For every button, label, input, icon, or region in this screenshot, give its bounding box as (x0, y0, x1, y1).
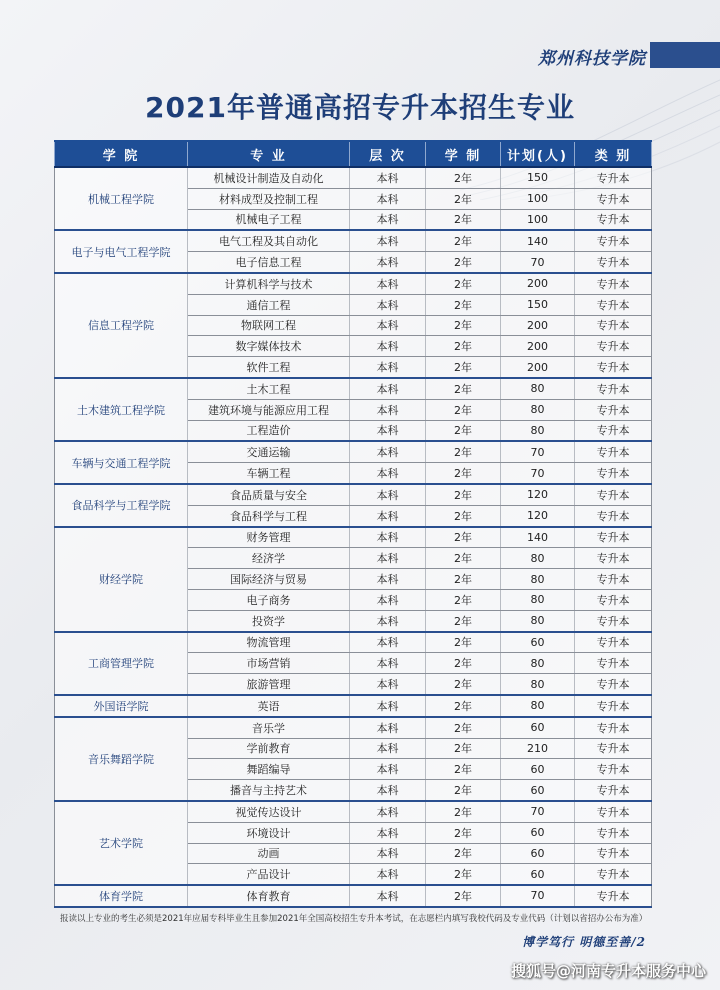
col-header-college: 学 院 (55, 141, 188, 167)
major-cell: 国际经济与贸易 (188, 569, 350, 590)
level-cell: 本科 (350, 336, 426, 357)
major-cell: 学前教育 (188, 738, 350, 759)
col-header-major: 专 业 (188, 141, 350, 167)
quota-cell: 70 (501, 252, 575, 273)
table-row (55, 695, 652, 717)
major-cell: 英语 (188, 695, 350, 717)
college-cell: 体育学院 (55, 885, 188, 907)
table-row (55, 527, 652, 548)
major-cell: 环境设计 (188, 822, 350, 843)
major-cell: 旅游管理 (188, 674, 350, 695)
level-cell: 本科 (350, 801, 426, 822)
duration-cell: 2年 (426, 780, 501, 801)
quota-cell: 100 (501, 188, 575, 209)
category-cell: 专升本 (575, 420, 652, 441)
category-cell: 专升本 (575, 653, 652, 674)
level-cell: 本科 (350, 780, 426, 801)
major-cell: 经济学 (188, 548, 350, 569)
quota-cell: 200 (501, 273, 575, 294)
quota-cell: 140 (501, 230, 575, 251)
major-cell: 产品设计 (188, 864, 350, 885)
duration-cell: 2年 (426, 610, 501, 631)
duration-cell: 2年 (426, 674, 501, 695)
duration-cell: 2年 (426, 695, 501, 717)
category-cell: 专升本 (575, 610, 652, 631)
level-cell: 本科 (350, 294, 426, 315)
category-cell: 专升本 (575, 780, 652, 801)
category-cell: 专升本 (575, 822, 652, 843)
category-cell: 专升本 (575, 230, 652, 251)
category-cell: 专升本 (575, 167, 652, 188)
college-cell: 电子与电气工程学院 (55, 230, 188, 273)
school-brand: 郑州科技学院 (538, 49, 646, 69)
level-cell: 本科 (350, 167, 426, 188)
watermark: 搜狐号@河南专升本服务中心 (510, 962, 706, 980)
duration-cell: 2年 (426, 357, 501, 378)
duration-cell: 2年 (426, 273, 501, 294)
duration-cell: 2年 (426, 822, 501, 843)
quota-cell: 200 (501, 336, 575, 357)
category-cell: 专升本 (575, 864, 652, 885)
quota-cell: 120 (501, 484, 575, 505)
duration-cell: 2年 (426, 885, 501, 907)
category-cell: 专升本 (575, 463, 652, 484)
category-cell: 专升本 (575, 378, 652, 399)
footnote: 报读以上专业的考生必须是2021年应届专科毕业生且参加2021年全国高校招生专升本考试，在志愿栏内填写我校代码及专业代码（计划以省招办公布为准） (60, 914, 648, 924)
category-cell: 专升本 (575, 589, 652, 610)
major-cell: 食品质量与安全 (188, 484, 350, 505)
category-cell: 专升本 (575, 674, 652, 695)
table-row (55, 378, 652, 399)
duration-cell: 2年 (426, 505, 501, 526)
category-cell: 专升本 (575, 399, 652, 420)
duration-cell: 2年 (426, 653, 501, 674)
col-header-quota: 计划(人) (501, 141, 575, 167)
major-cell: 动画 (188, 843, 350, 864)
col-header-duration: 学 制 (426, 141, 501, 167)
table-row (55, 717, 652, 738)
major-cell: 计算机科学与技术 (188, 273, 350, 294)
major-cell: 电子商务 (188, 589, 350, 610)
table-header-row (55, 141, 652, 167)
quota-cell: 70 (501, 885, 575, 907)
major-cell: 交通运输 (188, 441, 350, 462)
major-cell: 车辆工程 (188, 463, 350, 484)
duration-cell: 2年 (426, 738, 501, 759)
table-row (55, 885, 652, 907)
college-cell: 艺术学院 (55, 801, 188, 885)
category-cell: 专升本 (575, 527, 652, 548)
level-cell: 本科 (350, 695, 426, 717)
major-cell: 物流管理 (188, 632, 350, 653)
level-cell: 本科 (350, 527, 426, 548)
level-cell: 本科 (350, 378, 426, 399)
quota-cell: 80 (501, 589, 575, 610)
major-cell: 市场营销 (188, 653, 350, 674)
duration-cell: 2年 (426, 759, 501, 780)
category-cell: 专升本 (575, 315, 652, 336)
level-cell: 本科 (350, 273, 426, 294)
college-cell: 财经学院 (55, 527, 188, 632)
quota-cell: 210 (501, 738, 575, 759)
category-cell: 专升本 (575, 632, 652, 653)
duration-cell: 2年 (426, 399, 501, 420)
college-cell: 外国语学院 (55, 695, 188, 717)
duration-cell: 2年 (426, 484, 501, 505)
table-row (55, 441, 652, 462)
category-cell: 专升本 (575, 569, 652, 590)
level-cell: 本科 (350, 610, 426, 631)
category-cell: 专升本 (575, 548, 652, 569)
category-cell: 专升本 (575, 759, 652, 780)
duration-cell: 2年 (426, 463, 501, 484)
table-row (55, 801, 652, 822)
level-cell: 本科 (350, 399, 426, 420)
level-cell: 本科 (350, 230, 426, 251)
quota-cell: 60 (501, 717, 575, 738)
duration-cell: 2年 (426, 252, 501, 273)
major-cell: 投资学 (188, 610, 350, 631)
major-cell: 土木工程 (188, 378, 350, 399)
college-cell: 机械工程学院 (55, 167, 188, 230)
major-cell: 音乐学 (188, 717, 350, 738)
level-cell: 本科 (350, 674, 426, 695)
major-cell: 软件工程 (188, 357, 350, 378)
college-cell: 土木建筑工程学院 (55, 378, 188, 441)
college-cell: 食品科学与工程学院 (55, 484, 188, 527)
table-row (55, 632, 652, 653)
category-cell: 专升本 (575, 484, 652, 505)
quota-cell: 80 (501, 399, 575, 420)
major-cell: 电子信息工程 (188, 252, 350, 273)
level-cell: 本科 (350, 357, 426, 378)
category-cell: 专升本 (575, 273, 652, 294)
level-cell: 本科 (350, 484, 426, 505)
level-cell: 本科 (350, 463, 426, 484)
table-row (55, 273, 652, 294)
quota-cell: 120 (501, 505, 575, 526)
quota-cell: 80 (501, 548, 575, 569)
quota-cell: 70 (501, 441, 575, 462)
quota-cell: 80 (501, 378, 575, 399)
duration-cell: 2年 (426, 230, 501, 251)
col-header-level: 层 次 (350, 141, 426, 167)
level-cell: 本科 (350, 188, 426, 209)
level-cell: 本科 (350, 759, 426, 780)
college-cell: 车辆与交通工程学院 (55, 441, 188, 484)
enrollment-table (54, 140, 652, 908)
category-cell: 专升本 (575, 843, 652, 864)
table-row (55, 484, 652, 505)
duration-cell: 2年 (426, 548, 501, 569)
duration-cell: 2年 (426, 589, 501, 610)
duration-cell: 2年 (426, 717, 501, 738)
level-cell: 本科 (350, 315, 426, 336)
duration-cell: 2年 (426, 527, 501, 548)
level-cell: 本科 (350, 209, 426, 230)
duration-cell: 2年 (426, 209, 501, 230)
college-cell: 工商管理学院 (55, 632, 188, 695)
quota-cell: 70 (501, 801, 575, 822)
category-cell: 专升本 (575, 717, 652, 738)
duration-cell: 2年 (426, 188, 501, 209)
quota-cell: 60 (501, 759, 575, 780)
category-cell: 专升本 (575, 801, 652, 822)
category-cell: 专升本 (575, 188, 652, 209)
duration-cell: 2年 (426, 864, 501, 885)
col-header-category: 类 别 (575, 141, 652, 167)
duration-cell: 2年 (426, 378, 501, 399)
major-cell: 材料成型及控制工程 (188, 188, 350, 209)
level-cell: 本科 (350, 738, 426, 759)
category-cell: 专升本 (575, 738, 652, 759)
level-cell: 本科 (350, 252, 426, 273)
level-cell: 本科 (350, 843, 426, 864)
quota-cell: 60 (501, 822, 575, 843)
duration-cell: 2年 (426, 294, 501, 315)
category-cell: 专升本 (575, 209, 652, 230)
level-cell: 本科 (350, 822, 426, 843)
quota-cell: 80 (501, 610, 575, 631)
duration-cell: 2年 (426, 167, 501, 188)
category-cell: 专升本 (575, 252, 652, 273)
quota-cell: 80 (501, 653, 575, 674)
major-cell: 视觉传达设计 (188, 801, 350, 822)
level-cell: 本科 (350, 885, 426, 907)
table-row (55, 167, 652, 188)
level-cell: 本科 (350, 864, 426, 885)
major-cell: 播音与主持艺术 (188, 780, 350, 801)
major-cell: 财务管理 (188, 527, 350, 548)
school-motto: 博学笃行 明德至善/2 (522, 935, 646, 949)
brand-accent-bar (650, 42, 720, 68)
major-cell: 机械电子工程 (188, 209, 350, 230)
table-body (55, 167, 652, 907)
level-cell: 本科 (350, 569, 426, 590)
duration-cell: 2年 (426, 420, 501, 441)
level-cell: 本科 (350, 589, 426, 610)
quota-cell: 100 (501, 209, 575, 230)
major-cell: 工程造价 (188, 420, 350, 441)
quota-cell: 80 (501, 674, 575, 695)
major-cell: 数字媒体技术 (188, 336, 350, 357)
major-cell: 食品科学与工程 (188, 505, 350, 526)
category-cell: 专升本 (575, 885, 652, 907)
category-cell: 专升本 (575, 336, 652, 357)
major-cell: 建筑环境与能源应用工程 (188, 399, 350, 420)
page-title: 2021年普通高招专升本招生专业 (145, 91, 575, 124)
table-row (55, 230, 652, 251)
quota-cell: 150 (501, 294, 575, 315)
duration-cell: 2年 (426, 336, 501, 357)
major-cell: 物联网工程 (188, 315, 350, 336)
level-cell: 本科 (350, 717, 426, 738)
duration-cell: 2年 (426, 843, 501, 864)
major-cell: 体育教育 (188, 885, 350, 907)
category-cell: 专升本 (575, 695, 652, 717)
level-cell: 本科 (350, 548, 426, 569)
duration-cell: 2年 (426, 569, 501, 590)
quota-cell: 60 (501, 632, 575, 653)
quota-cell: 60 (501, 864, 575, 885)
category-cell: 专升本 (575, 294, 652, 315)
duration-cell: 2年 (426, 632, 501, 653)
quota-cell: 200 (501, 357, 575, 378)
level-cell: 本科 (350, 505, 426, 526)
quota-cell: 80 (501, 569, 575, 590)
category-cell: 专升本 (575, 505, 652, 526)
college-cell: 信息工程学院 (55, 273, 188, 378)
quota-cell: 150 (501, 167, 575, 188)
level-cell: 本科 (350, 441, 426, 462)
college-cell: 音乐舞蹈学院 (55, 717, 188, 801)
quota-cell: 80 (501, 420, 575, 441)
level-cell: 本科 (350, 632, 426, 653)
quota-cell: 140 (501, 527, 575, 548)
major-cell: 舞蹈编导 (188, 759, 350, 780)
duration-cell: 2年 (426, 315, 501, 336)
quota-cell: 200 (501, 315, 575, 336)
major-cell: 机械设计制造及自动化 (188, 167, 350, 188)
quota-cell: 60 (501, 780, 575, 801)
major-cell: 通信工程 (188, 294, 350, 315)
category-cell: 专升本 (575, 441, 652, 462)
quota-cell: 60 (501, 843, 575, 864)
quota-cell: 80 (501, 695, 575, 717)
major-cell: 电气工程及其自动化 (188, 230, 350, 251)
duration-cell: 2年 (426, 801, 501, 822)
quota-cell: 70 (501, 463, 575, 484)
level-cell: 本科 (350, 420, 426, 441)
level-cell: 本科 (350, 653, 426, 674)
category-cell: 专升本 (575, 357, 652, 378)
duration-cell: 2年 (426, 441, 501, 462)
